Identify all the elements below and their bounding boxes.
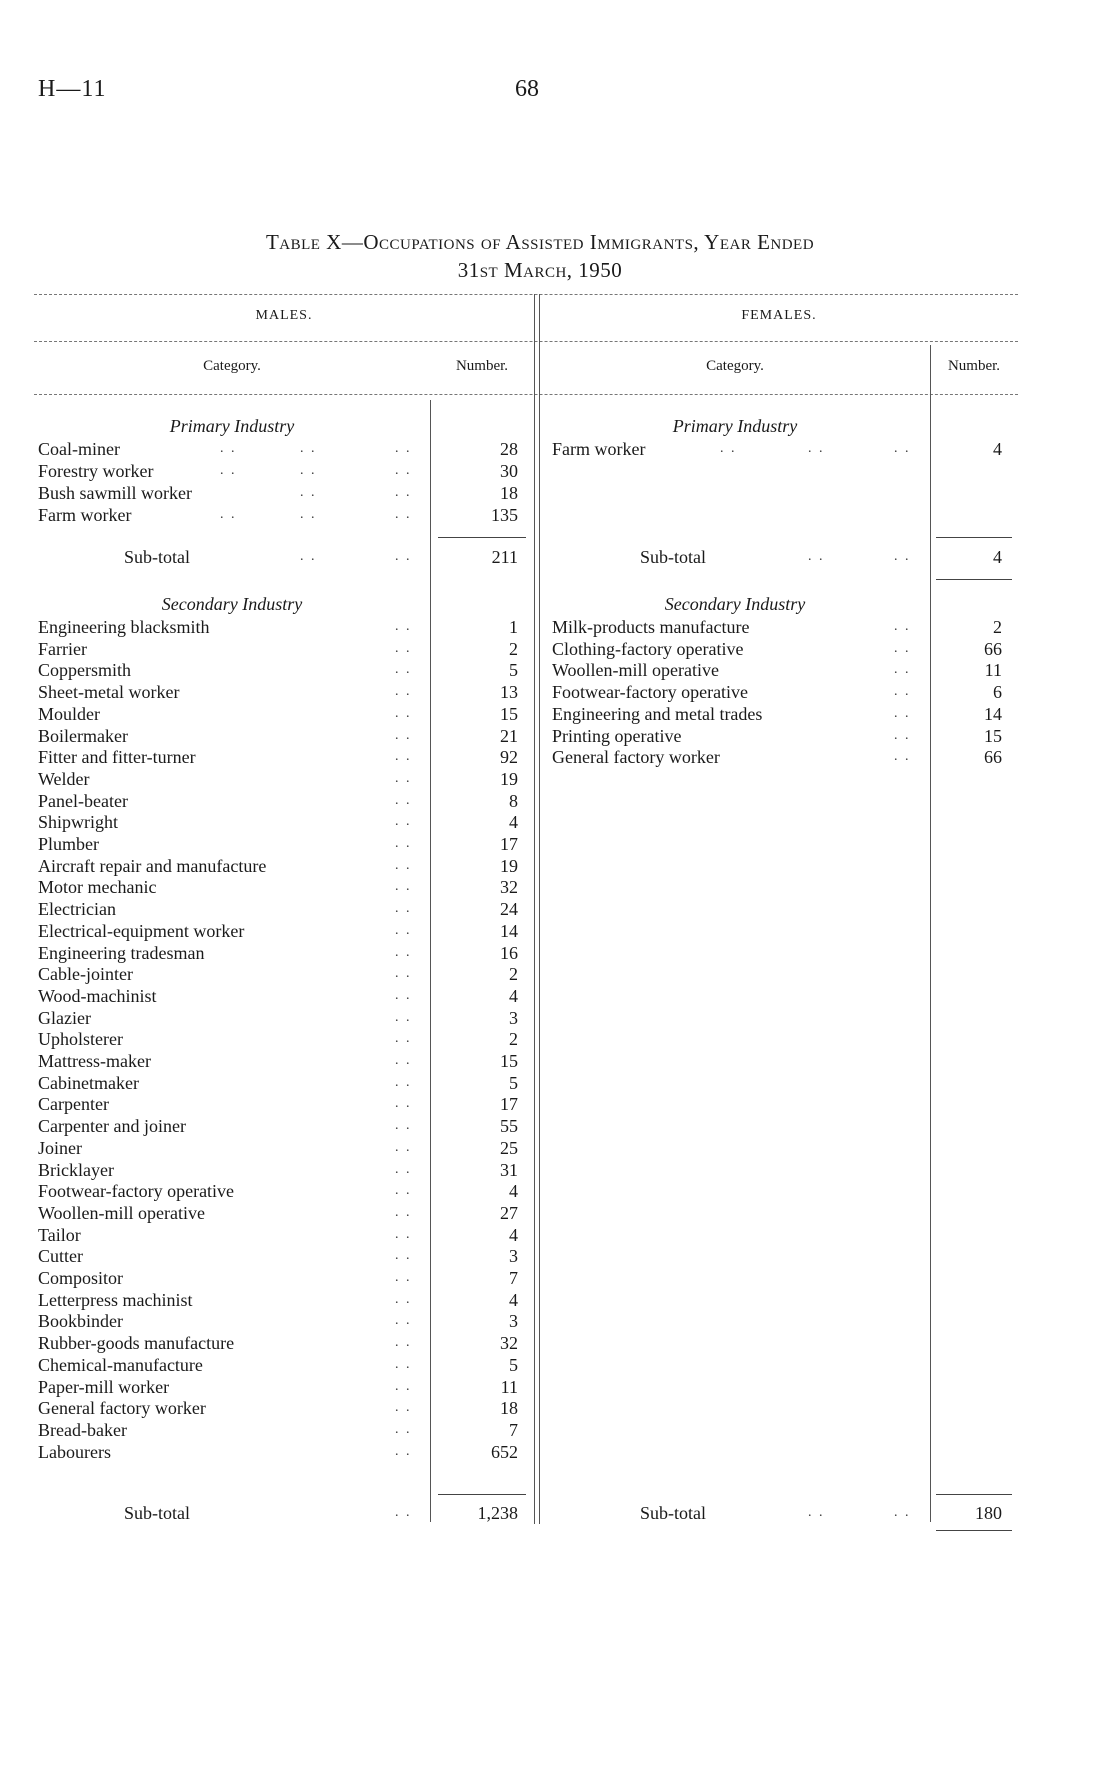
table-row	[552, 746, 1012, 768]
subtotal-label: Sub-total	[640, 1503, 706, 1523]
category-count: 66	[984, 747, 1002, 768]
category-count: 4	[509, 1224, 518, 1245]
leader-dots: . .	[395, 879, 412, 895]
subtotal-value: 1,238	[477, 1503, 518, 1523]
leader-dots: . .	[395, 662, 412, 678]
category-count: 135	[491, 505, 518, 525]
table-row	[38, 920, 518, 942]
category-count: 2	[509, 964, 518, 985]
table-row	[552, 725, 1012, 747]
leader-dots: . .	[395, 619, 412, 634]
leader-dots: . .	[395, 1356, 412, 1372]
category-count: 16	[500, 942, 518, 963]
leader-dots: . .	[300, 549, 317, 564]
category-name: Aircraft repair and manufacture	[38, 855, 267, 876]
males-heading: MALES.	[255, 308, 313, 323]
leader-dots: . .	[894, 705, 911, 721]
table-row	[38, 460, 518, 482]
leader-dots: . .	[395, 507, 412, 522]
leader-dots: . .	[395, 1443, 412, 1459]
leader-dots: . .	[395, 1400, 412, 1416]
category-count: 7	[509, 1419, 518, 1440]
category-name: Cabinetmaker	[38, 1072, 139, 1093]
leader-dots: . .	[808, 441, 825, 456]
subtotal-label: Sub-total	[124, 547, 190, 567]
category-name: Printing operative	[552, 725, 682, 746]
category-name: Electrical-equipment worker	[38, 920, 245, 941]
category-count: 13	[500, 682, 518, 703]
header-bottom-rule	[34, 394, 1018, 395]
subtotal-value: 211	[491, 547, 518, 567]
category-count: 24	[500, 899, 518, 920]
category-name: Farrier	[38, 638, 87, 659]
category-count: 3	[509, 1246, 518, 1267]
leader-dots: . .	[395, 1161, 412, 1177]
leader-dots: . .	[395, 640, 412, 656]
males-category-header: Category.	[203, 358, 261, 374]
category-name: Footwear-factory operative	[552, 682, 749, 703]
category-count: 5	[509, 1354, 518, 1375]
leader-dots: . .	[395, 1053, 412, 1068]
table-row	[38, 811, 518, 833]
table-row	[38, 985, 518, 1007]
leader-dots: . .	[395, 1009, 412, 1025]
category-count: 14	[500, 920, 518, 941]
leader-dots: . .	[894, 549, 911, 564]
leader-dots: . .	[395, 749, 412, 765]
category-name: Engineering tradesman	[38, 942, 205, 963]
table-row	[38, 1441, 518, 1463]
leader-dots: . .	[395, 1096, 412, 1112]
category-count: 15	[984, 725, 1002, 746]
leader-dots: . .	[395, 1031, 412, 1047]
leader-dots: . .	[720, 441, 737, 456]
category-count: 6	[993, 682, 1002, 703]
leader-dots: . .	[395, 987, 412, 1003]
table-row	[38, 768, 518, 790]
category-count: 30	[500, 461, 518, 481]
subtotal-underline	[936, 579, 1012, 580]
leader-dots: . .	[395, 944, 412, 960]
category-count: 92	[500, 747, 518, 768]
subtotal-row	[552, 546, 1012, 568]
category-count: 2	[993, 617, 1002, 637]
category-name: Boilermaker	[38, 725, 128, 746]
leader-dots: . .	[300, 507, 317, 522]
table-row	[38, 1354, 518, 1376]
table-row	[38, 616, 518, 638]
category-count: 652	[491, 1441, 518, 1462]
category-name: Upholsterer	[38, 1029, 123, 1050]
table-row	[552, 638, 1012, 660]
category-name: Welder	[38, 768, 90, 789]
leader-dots: . .	[395, 1248, 412, 1264]
category-name: Coppersmith	[38, 660, 131, 681]
category-name: Rubber-goods manufacture	[38, 1333, 235, 1354]
leader-dots: . .	[395, 901, 412, 917]
category-name: Joiner	[38, 1137, 82, 1158]
table-row	[38, 1180, 518, 1202]
table-row	[38, 638, 518, 660]
category-count: 19	[500, 768, 518, 789]
category-count: 18	[500, 1398, 518, 1419]
females-number-header: Number.	[947, 358, 1001, 374]
category-count: 25	[500, 1137, 518, 1158]
category-name: Bookbinder	[38, 1311, 123, 1332]
leader-dots: . .	[395, 1204, 412, 1220]
category-count: 2	[509, 1029, 518, 1050]
females-secondary-heading: Secondary Industry	[664, 594, 806, 614]
category-count: 15	[500, 1051, 518, 1071]
category-name: Sheet-metal worker	[38, 682, 180, 703]
table-row	[38, 1072, 518, 1094]
leader-dots: . .	[894, 1505, 911, 1520]
leader-dots: . .	[395, 463, 412, 478]
category-count: 17	[500, 1094, 518, 1115]
table-row	[552, 659, 1012, 681]
table-row	[38, 504, 518, 526]
category-name: Milk-products manufacture	[552, 617, 750, 637]
table-row	[552, 616, 1012, 638]
category-name: Bread-baker	[38, 1419, 127, 1440]
leader-dots: . .	[395, 836, 412, 851]
table-row	[38, 1267, 518, 1289]
table-row	[38, 681, 518, 703]
leader-dots: . .	[220, 463, 237, 478]
leader-dots: . .	[300, 441, 317, 456]
table-row	[38, 1202, 518, 1224]
table-title: Table X—Occupations of Assisted Immigrants, Year Ended	[265, 230, 815, 254]
category-count: 4	[509, 1289, 518, 1310]
leader-dots: . .	[395, 705, 412, 721]
category-count: 28	[500, 439, 518, 459]
subtotal-label: Sub-total	[124, 1503, 190, 1523]
subheader-rule	[34, 341, 1018, 342]
center-divider-a	[534, 294, 535, 1524]
category-name: Coal-miner	[38, 439, 120, 459]
page-number: 68	[515, 76, 539, 102]
subtotal-row	[38, 546, 518, 568]
leader-dots: . .	[894, 662, 911, 678]
table-row	[38, 1397, 518, 1419]
category-count: 4	[509, 1181, 518, 1202]
table-row	[38, 833, 518, 855]
category-count: 4	[509, 985, 518, 1006]
category-count: 15	[500, 703, 518, 724]
females-number-divider	[930, 345, 931, 1522]
leader-dots: . .	[395, 966, 412, 982]
section-code: H—11	[38, 76, 107, 102]
category-name: Moulder	[38, 703, 100, 724]
category-name: Tailor	[38, 1224, 81, 1245]
leader-dots: . .	[395, 1074, 412, 1090]
category-name: Cable-jointer	[38, 964, 133, 985]
table-top-rule	[34, 294, 1018, 295]
leader-dots: . .	[395, 814, 412, 830]
category-count: 55	[500, 1116, 518, 1137]
subtotal-rule	[438, 1494, 526, 1495]
leader-dots: . .	[395, 1378, 412, 1394]
category-name: Panel-beater	[38, 790, 128, 811]
leader-dots: . .	[395, 1139, 412, 1155]
males-number-header: Number.	[455, 358, 509, 374]
category-count: 8	[509, 790, 518, 811]
leader-dots: . .	[395, 1291, 412, 1307]
category-name: Woollen-mill operative	[552, 660, 720, 681]
leader-dots: . .	[808, 549, 825, 564]
subtotal-label: Sub-total	[640, 547, 706, 567]
category-count: 3	[509, 1311, 518, 1332]
subtotal-row	[38, 1502, 518, 1524]
subtotal-rule	[438, 537, 526, 538]
table-row	[38, 1419, 518, 1441]
category-name: Farm worker	[38, 505, 132, 525]
leader-dots: . .	[220, 507, 237, 522]
leader-dots: . .	[395, 727, 412, 743]
category-count: 14	[984, 703, 1002, 724]
table-row	[552, 681, 1012, 703]
leader-dots: . .	[395, 441, 412, 456]
table-row	[38, 659, 518, 681]
category-name: Bricklayer	[38, 1159, 114, 1180]
category-name: Engineering blacksmith	[38, 617, 210, 637]
leader-dots: . .	[395, 684, 412, 700]
category-name: Wood-machinist	[38, 985, 157, 1006]
males-secondary-heading: Secondary Industry	[161, 594, 303, 614]
category-count: 1	[509, 617, 518, 637]
table-row	[38, 1137, 518, 1159]
category-count: 17	[500, 834, 518, 854]
table-row	[38, 1310, 518, 1332]
category-name: Mattress-maker	[38, 1051, 151, 1071]
category-count: 5	[509, 1072, 518, 1093]
category-name: Labourers	[38, 1441, 111, 1462]
table-row	[38, 1159, 518, 1181]
males-primary-heading: Primary Industry	[169, 416, 295, 436]
table-row	[552, 703, 1012, 725]
category-name: General factory worker	[552, 747, 720, 768]
leader-dots: . .	[220, 441, 237, 456]
table-row	[38, 1007, 518, 1029]
category-name: Letterpress machinist	[38, 1289, 193, 1310]
category-name: Shipwright	[38, 812, 119, 833]
category-name: Chemical-manufacture	[38, 1354, 203, 1375]
category-count: 11	[500, 1376, 518, 1397]
category-name: Clothing-factory operative	[552, 638, 744, 659]
category-name: Engineering and metal trades	[552, 703, 763, 724]
category-name: Electrician	[38, 899, 116, 920]
table-row	[38, 703, 518, 725]
females-primary-heading: Primary Industry	[672, 416, 798, 436]
leader-dots: . .	[395, 1270, 412, 1285]
table-row	[38, 942, 518, 964]
category-name: General factory worker	[38, 1398, 206, 1419]
leader-dots: . .	[300, 485, 317, 500]
leader-dots: . .	[395, 770, 412, 786]
category-count: 21	[500, 725, 518, 746]
category-name: Cutter	[38, 1246, 83, 1267]
category-name: Motor mechanic	[38, 877, 157, 898]
category-count: 4	[509, 812, 518, 833]
subtotal-underline	[936, 1530, 1012, 1531]
category-count: 11	[984, 660, 1002, 681]
category-name: Compositor	[38, 1268, 124, 1288]
leader-dots: . .	[395, 1335, 412, 1351]
subtotal-rule	[936, 1494, 1012, 1495]
table-row	[38, 1376, 518, 1398]
category-count: 7	[509, 1268, 518, 1288]
leader-dots: . .	[395, 1118, 412, 1134]
category-count: 2	[509, 638, 518, 659]
category-count: 32	[500, 877, 518, 898]
table-row	[38, 1289, 518, 1311]
leader-dots: . .	[300, 463, 317, 478]
subtotal-rule	[936, 537, 1012, 538]
category-count: 27	[500, 1202, 518, 1223]
leader-dots: . .	[395, 1183, 412, 1199]
females-heading: FEMALES.	[741, 308, 817, 323]
category-name: Plumber	[38, 834, 99, 854]
category-count: 31	[500, 1159, 518, 1180]
leader-dots: . .	[894, 619, 911, 634]
category-name: Paper-mill worker	[38, 1376, 170, 1397]
leader-dots: . .	[395, 549, 412, 564]
subtotal-value: 4	[993, 547, 1002, 567]
table-row	[38, 876, 518, 898]
leader-dots: . .	[894, 684, 911, 700]
table-title-date: 31st March, 1950	[457, 258, 623, 282]
category-name: Footwear-factory operative	[38, 1181, 235, 1202]
category-count: 5	[509, 660, 518, 681]
category-name: Carpenter	[38, 1094, 109, 1115]
leader-dots: . .	[894, 727, 911, 743]
leader-dots: . .	[894, 441, 911, 456]
table-row	[38, 1245, 518, 1267]
category-name: Fitter and fitter-turner	[38, 747, 196, 768]
table-row	[38, 855, 518, 877]
leader-dots: . .	[395, 922, 412, 938]
leader-dots: . .	[894, 640, 911, 656]
category-name: Glazier	[38, 1007, 91, 1028]
females-category-header: Category.	[706, 358, 764, 374]
leader-dots: . .	[808, 1505, 825, 1520]
category-count: 19	[500, 855, 518, 876]
leader-dots: . .	[894, 749, 911, 765]
category-count: 32	[500, 1333, 518, 1354]
category-count: 66	[984, 638, 1002, 659]
table-row	[38, 482, 518, 504]
category-name: Forestry worker	[38, 461, 154, 481]
table-row	[38, 438, 518, 460]
table-row	[38, 1115, 518, 1137]
table-row	[552, 438, 1012, 460]
category-count: 18	[500, 483, 518, 503]
subtotal-row	[552, 1502, 1012, 1524]
leader-dots: . .	[395, 1226, 412, 1242]
table-row	[38, 725, 518, 747]
table-row	[38, 1028, 518, 1050]
leader-dots: . .	[395, 1505, 412, 1520]
leader-dots: . .	[395, 857, 412, 873]
category-count: 3	[509, 1007, 518, 1028]
center-divider-b	[539, 294, 540, 1524]
category-name: Bush sawmill worker	[38, 483, 192, 503]
table-row	[38, 790, 518, 812]
leader-dots: . .	[395, 1421, 412, 1437]
table-row	[38, 963, 518, 985]
table-row	[38, 898, 518, 920]
category-count: 4	[993, 439, 1002, 459]
table-row	[38, 1093, 518, 1115]
table-row	[38, 1332, 518, 1354]
leader-dots: . .	[395, 1313, 412, 1329]
category-name: Farm worker	[552, 439, 646, 459]
table-row	[38, 1224, 518, 1246]
table-row	[38, 746, 518, 768]
leader-dots: . .	[395, 485, 412, 500]
category-name: Woollen-mill operative	[38, 1202, 206, 1223]
leader-dots: . .	[395, 792, 412, 808]
category-name: Carpenter and joiner	[38, 1116, 186, 1137]
table-row	[38, 1050, 518, 1072]
subtotal-value: 180	[975, 1503, 1002, 1523]
